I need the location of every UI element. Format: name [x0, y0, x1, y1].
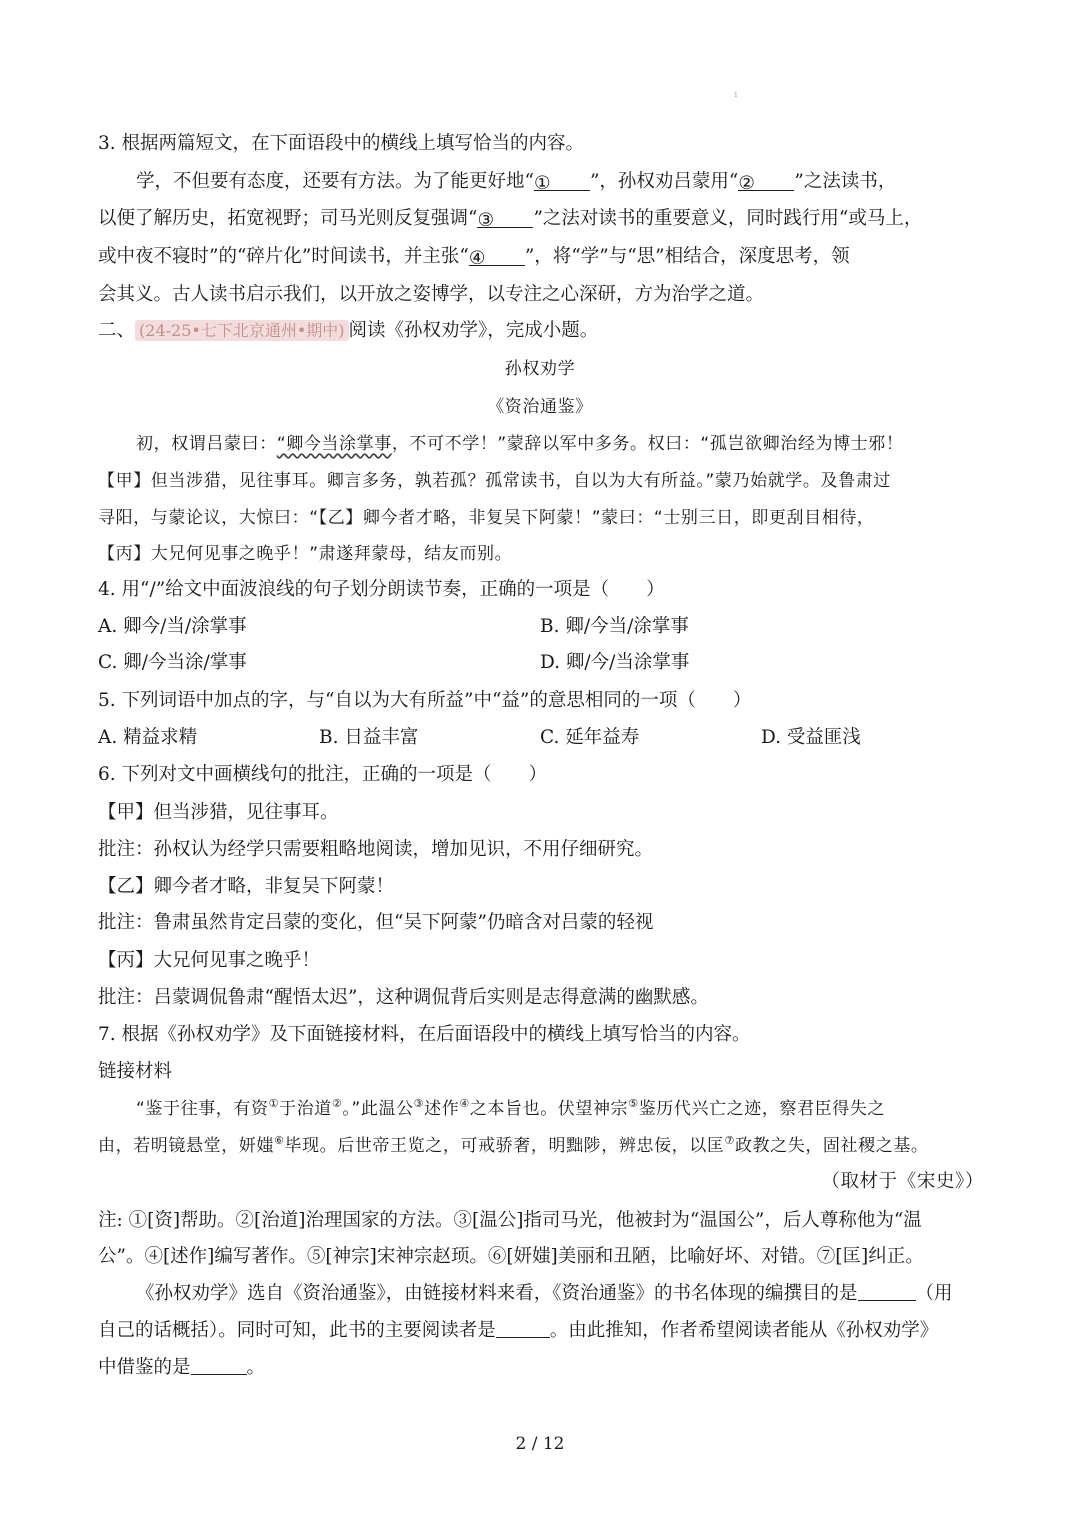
- notes-line-2: 公”。④[述作]编写著作。⑤[神宗]宋神宗赵顼。⑥[妍媸]美丽和丑陋，比喻好坏、对错。⑦[匡]纠正。: [98, 1246, 924, 1267]
- source-tag: (24-25•七下北京通州•期中): [135, 320, 349, 341]
- q3-blank-2[interactable]: ②: [738, 172, 794, 191]
- q6-bing: 【丙】大兄何见事之晚乎！: [98, 950, 321, 971]
- q5-option-c[interactable]: C. 延年益寿: [540, 727, 640, 748]
- material-source: （取材于《宋史》）: [821, 1171, 984, 1192]
- q6-jia: 【甲】但当涉猎，见往事耳。: [98, 802, 339, 823]
- wavy-sentence: “卿今当涂掌事: [276, 434, 392, 454]
- q7-blank-1[interactable]: [858, 1282, 916, 1301]
- q3-line-2: 以便了解历史，拓宽视野；司马光则反复强调“③ ”之法对读书的重要意义，同时践行用“或马上，: [98, 208, 923, 231]
- q7-blank-2[interactable]: [496, 1319, 550, 1338]
- q5-option-b[interactable]: B. 日益丰富: [319, 727, 419, 748]
- q3-title: 3. 根据两篇短文，在下面语段中的横线上填写恰当的内容。: [98, 133, 585, 154]
- passage-title: 孙权劝学: [504, 359, 576, 379]
- q5-option-d[interactable]: D. 受益匪浅: [761, 727, 861, 748]
- q6-note-2: 批注：鲁肃虽然肯定吕蒙的变化，但“吴下阿蒙”仍暗含对吕蒙的轻视: [98, 912, 654, 933]
- passage-para-1: 初，权谓吕蒙曰：“卿今当涂掌事，不可不学！”蒙辞以军中多务。权曰：“孤岂欲卿治经为博士邪！: [136, 434, 904, 454]
- q7-blank-3[interactable]: [191, 1356, 247, 1375]
- q6-note-3: 批注：吕蒙调侃鲁肃“醒悟太迟”，这种调侃背后实则是志得意满的幽默感。: [98, 987, 709, 1008]
- fill-line-1: 《孙权劝学》选自《资治通鉴》，由链接材料来看，《资治通鉴》的书名体现的编撰目的是 （用: [136, 1283, 953, 1304]
- material-line-2: 由，若明镜悬堂，妍媸⑥毕现。后世帝王览之，可戒骄奢，明黜陟，辨忠佞，以匡⑦政教之失，固社稷之基。: [98, 1134, 929, 1156]
- corner-mark: 1: [734, 92, 738, 99]
- fill-line-2: 自己的话概括）。同时可知，此书的主要阅读者是 。由此推知，作者希望阅读者能从《孙权劝学》: [98, 1320, 939, 1341]
- q6-title: 6. 下列对文中画横线句的批注，正确的一项是（ ）: [98, 764, 548, 785]
- passage-line-4: 【丙】大兄何见事之晚乎！”肃遂拜蒙母，结友而别。: [98, 544, 513, 564]
- material-line-1: “鉴于往事，有资①于治道②。”此温公③述作④之本旨也。伏望神宗⑤鉴历代兴亡之迹，察君臣得失之: [136, 1097, 886, 1119]
- link-material-label: 链接材料: [98, 1061, 173, 1082]
- q3-blank-4[interactable]: ④: [469, 247, 525, 266]
- q3-line-4: 会其义。古人读书启示我们，以开放之姿博学，以专注之心深研，方为治学之道。: [98, 284, 765, 305]
- notes-line-1: 注: ①[资]帮助。②[治道]治理国家的方法。③[温公]指司马光，他被封为“温国公”，后人尊称他为“温: [98, 1210, 922, 1231]
- q4-option-c[interactable]: C. 卿/今当涂/掌事: [98, 652, 247, 673]
- q5-title: 5. 下列词语中加点的字，与“自以为大有所益”中“益”的意思相同的一项（ ）: [98, 690, 752, 711]
- q3-blank-1[interactable]: ①: [534, 172, 590, 191]
- q6-yi: 【乙】卿今者才略，非复吴下阿蒙！: [98, 876, 395, 897]
- q6-note-1: 批注：孙权认为经学只需要粗略地阅读，增加见识，不用仔细研究。: [98, 839, 654, 860]
- page-number: 2 / 12: [515, 1434, 565, 1454]
- section-heading: 二、 (24-25•七下北京通州•期中) 阅读《孙权劝学》，完成小题。: [98, 320, 599, 341]
- q4-option-d[interactable]: D. 卿/今/当涂掌事: [540, 652, 690, 673]
- q3-line-1: 学，不但要有态度，还要有方法。为了能更好地“① ”，孙权劝吕蒙用“② ”之法读书，: [136, 171, 897, 194]
- fill-line-3: 中借鉴的是 。: [98, 1357, 266, 1378]
- q3-blank-3[interactable]: ③: [477, 209, 533, 228]
- q4-option-b[interactable]: B. 卿/今当/涂掌事: [540, 616, 689, 637]
- passage-line-3: 寻阳，与蒙论议，大惊曰：“【乙】卿今者才略，非复吴下阿蒙！”蒙曰：“士别三日，即更刮目相待，: [98, 508, 875, 528]
- passage-line-2: 【甲】但当涉猎，见往事耳。卿言多务，孰若孤？孤常读书，自以为大有所益。”蒙乃始就学。及鲁肃过: [98, 471, 891, 491]
- passage-source: 《资治通鉴》: [487, 397, 593, 417]
- q4-option-a[interactable]: A. 卿今/当/涂掌事: [98, 616, 247, 637]
- q5-option-a[interactable]: A. 精益求精: [98, 727, 198, 748]
- q7-title: 7. 根据《孙权劝学》及下面链接材料，在后面语段中的横线上填写恰当的内容。: [98, 1024, 751, 1045]
- q4-title: 4. 用“/”给文中面波浪线的句子划分朗读节奏，正确的一项是（ ）: [98, 579, 665, 600]
- q3-line-3: 或中夜不寝时”的“碎片化”时间读书，并主张“④ ”，将“学”与“思”相结合，深度思考，领: [98, 246, 850, 269]
